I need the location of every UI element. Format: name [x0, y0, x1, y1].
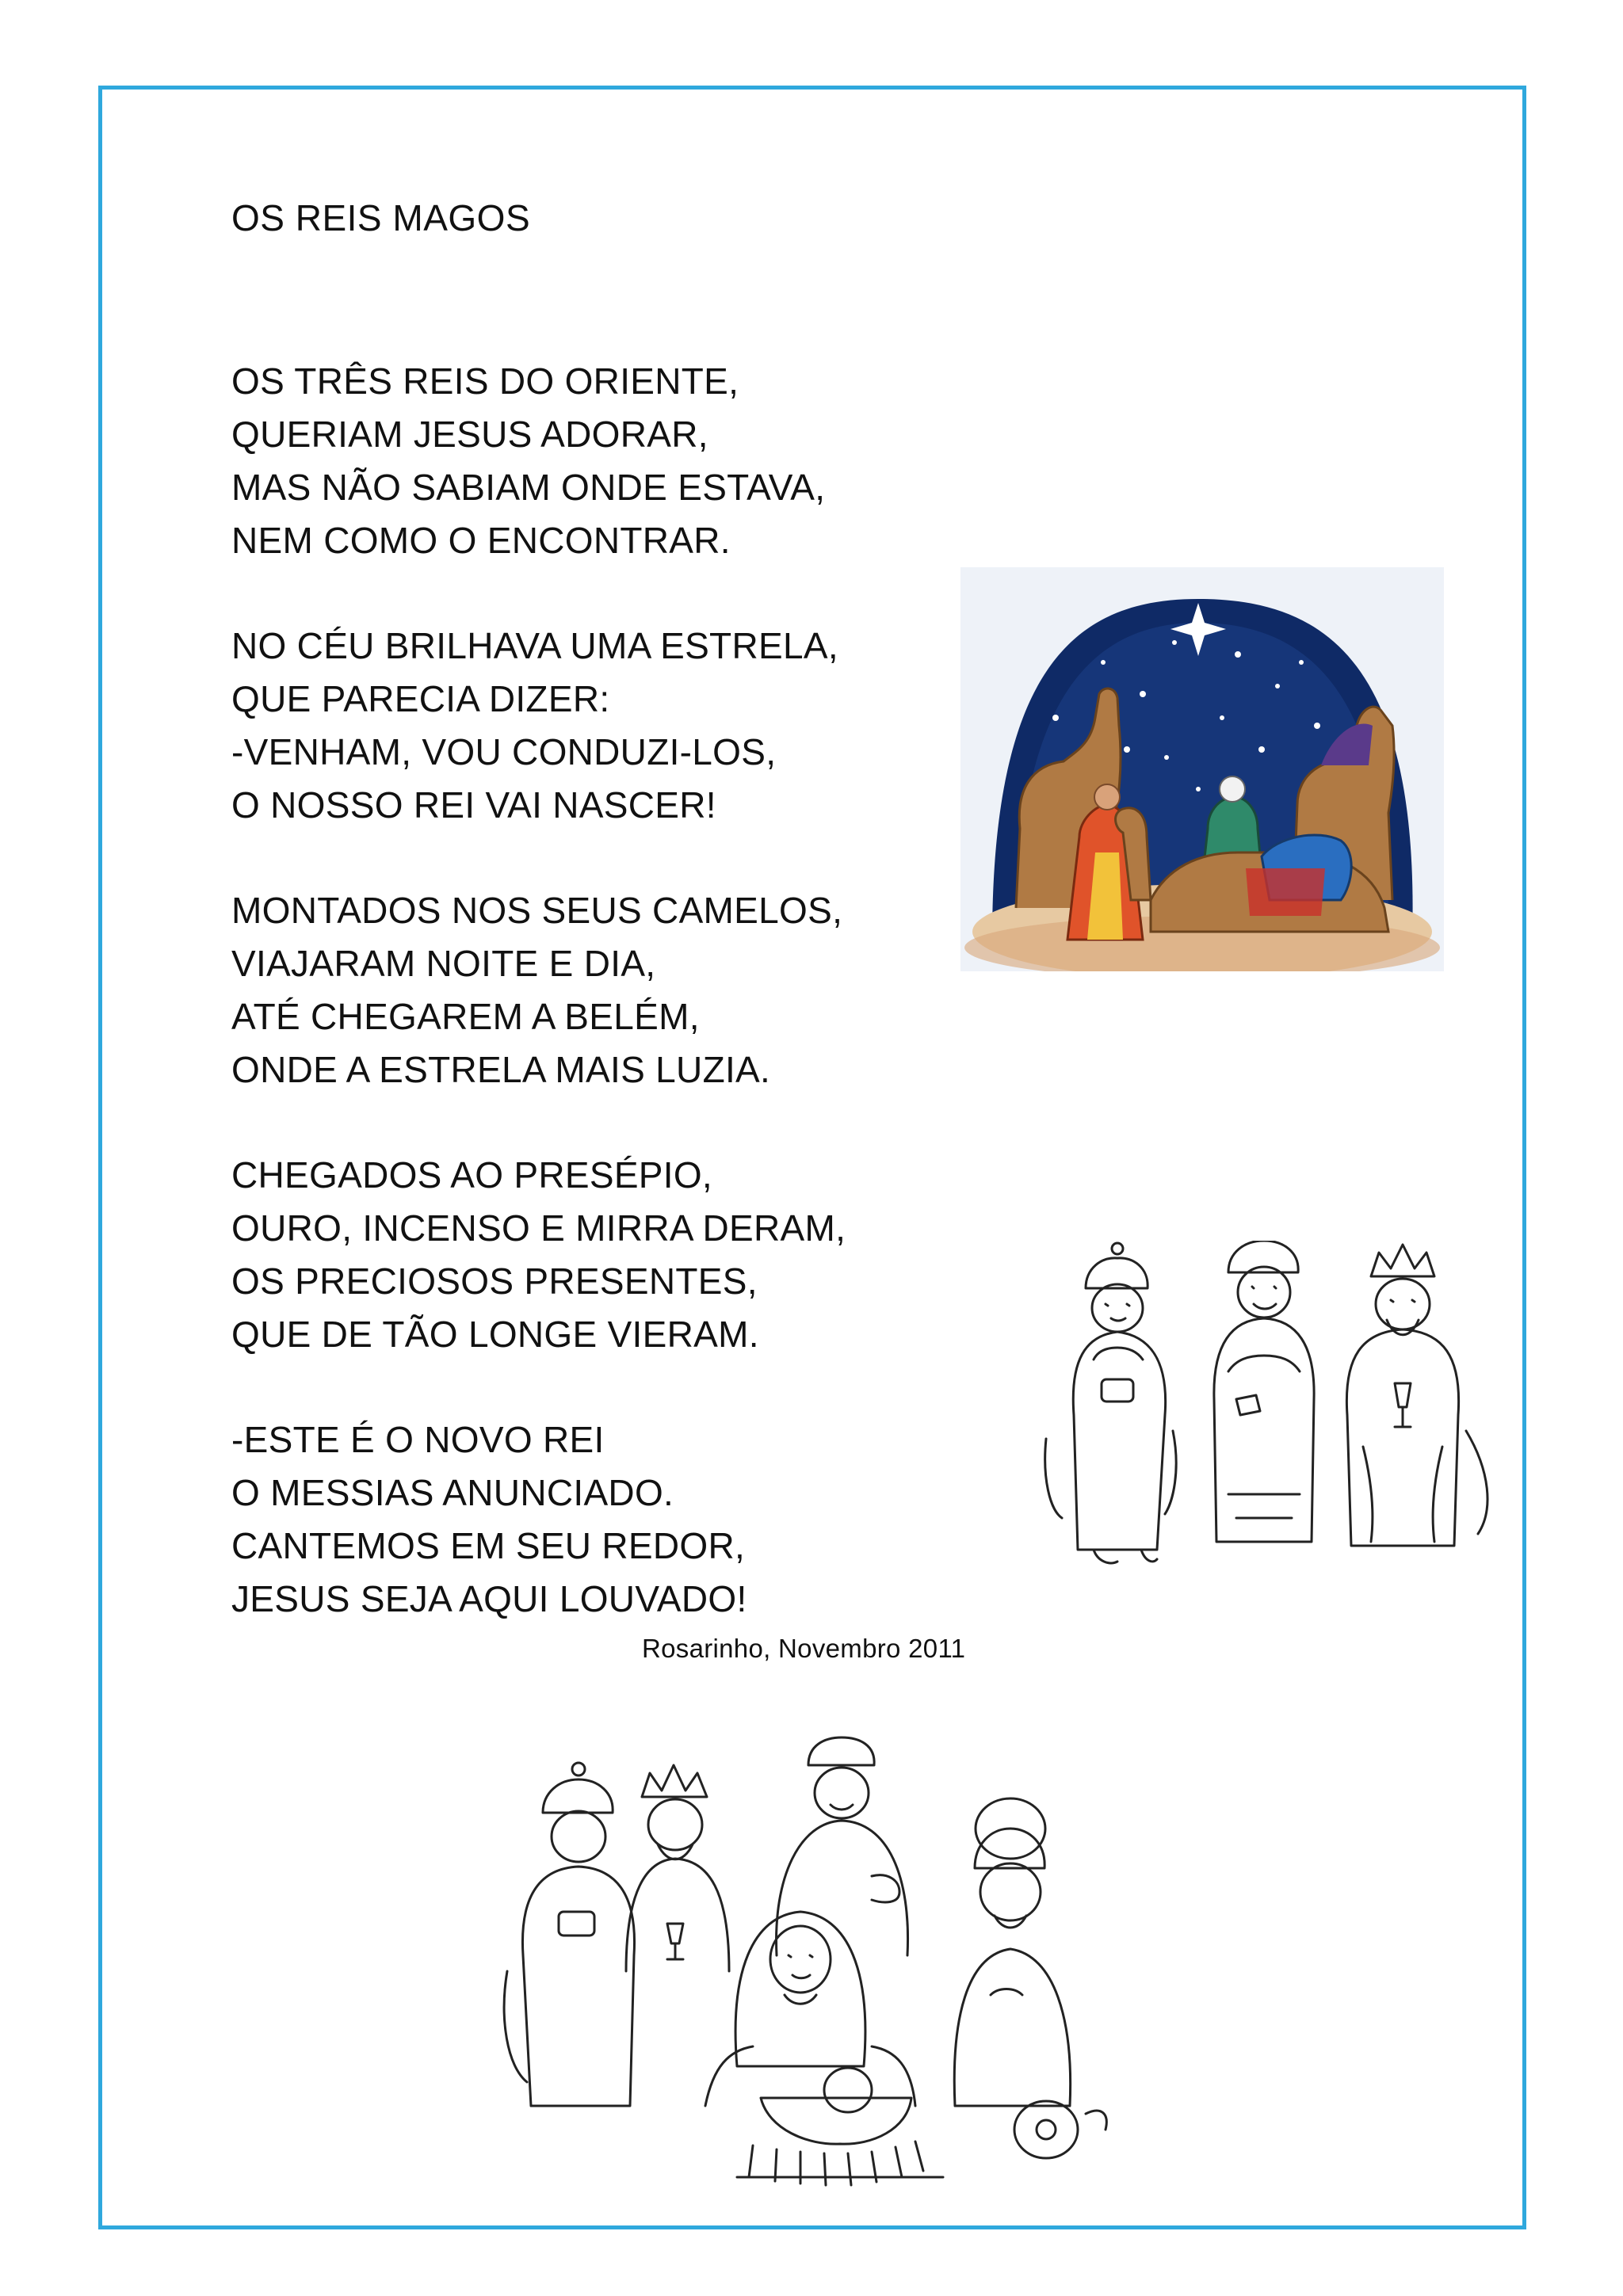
three-kings-lineart — [1038, 1241, 1498, 1573]
stanza-3 — [231, 884, 846, 1097]
stanza-2 — [231, 620, 846, 832]
poem-line: CHEGADOS AO PRESÉPIO, — [231, 1154, 713, 1196]
stanza-1 — [231, 355, 846, 567]
poem-line: O MESSIAS ANUNCIADO. — [231, 1472, 674, 1513]
poem-line: O NOSSO REI VAI NASCER! — [231, 784, 716, 826]
poem-line: QUERIAM JESUS ADORAR, — [231, 414, 708, 455]
poem-line: MONTADOS NOS SEUS CAMELOS, — [231, 890, 843, 931]
poem-line: MAS NÃO SABIAM ONDE ESTAVA, — [231, 467, 826, 508]
poem-line: NO CÉU BRILHAVA UMA ESTRELA, — [231, 625, 838, 666]
stanza-4 — [231, 1149, 846, 1361]
poem-line: ATÉ CHEGAREM A BELÉM, — [231, 996, 700, 1037]
poem-line: QUE PARECIA DIZER: — [231, 678, 610, 719]
poem-line: CANTEMOS EM SEU REDOR, — [231, 1525, 746, 1566]
poem-title: OS REIS MAGOS — [231, 197, 531, 238]
author-signature: Rosarinho, Novembro 2011 — [642, 1634, 966, 1663]
poem-line: OS PRECIOSOS PRESENTES, — [231, 1261, 758, 1302]
poem-line: VIAJARAM NOITE E DIA, — [231, 943, 656, 984]
poem-line: -VENHAM, VOU CONDUZI-LOS, — [231, 731, 777, 772]
stanza-5 — [231, 1413, 846, 1626]
three-kings-camels-illustration — [960, 567, 1444, 971]
poem-line: NEM COMO O ENCONTRAR. — [231, 520, 731, 561]
poem-line: QUE DE TÃO LONGE VIERAM. — [231, 1314, 759, 1355]
poem-line: JESUS SEJA AQUI LOUVADO! — [231, 1578, 747, 1619]
poem-line: ONDE A ESTRELA MAIS LUZIA. — [231, 1049, 771, 1090]
poem-body — [231, 355, 846, 1678]
poem-line: OURO, INCENSO E MIRRA DERAM, — [231, 1207, 846, 1249]
poem-line: OS TRÊS REIS DO ORIENTE, — [231, 360, 739, 402]
poem-line: -ESTE É O NOVO REI — [231, 1419, 605, 1460]
nativity-lineart — [499, 1733, 1133, 2193]
